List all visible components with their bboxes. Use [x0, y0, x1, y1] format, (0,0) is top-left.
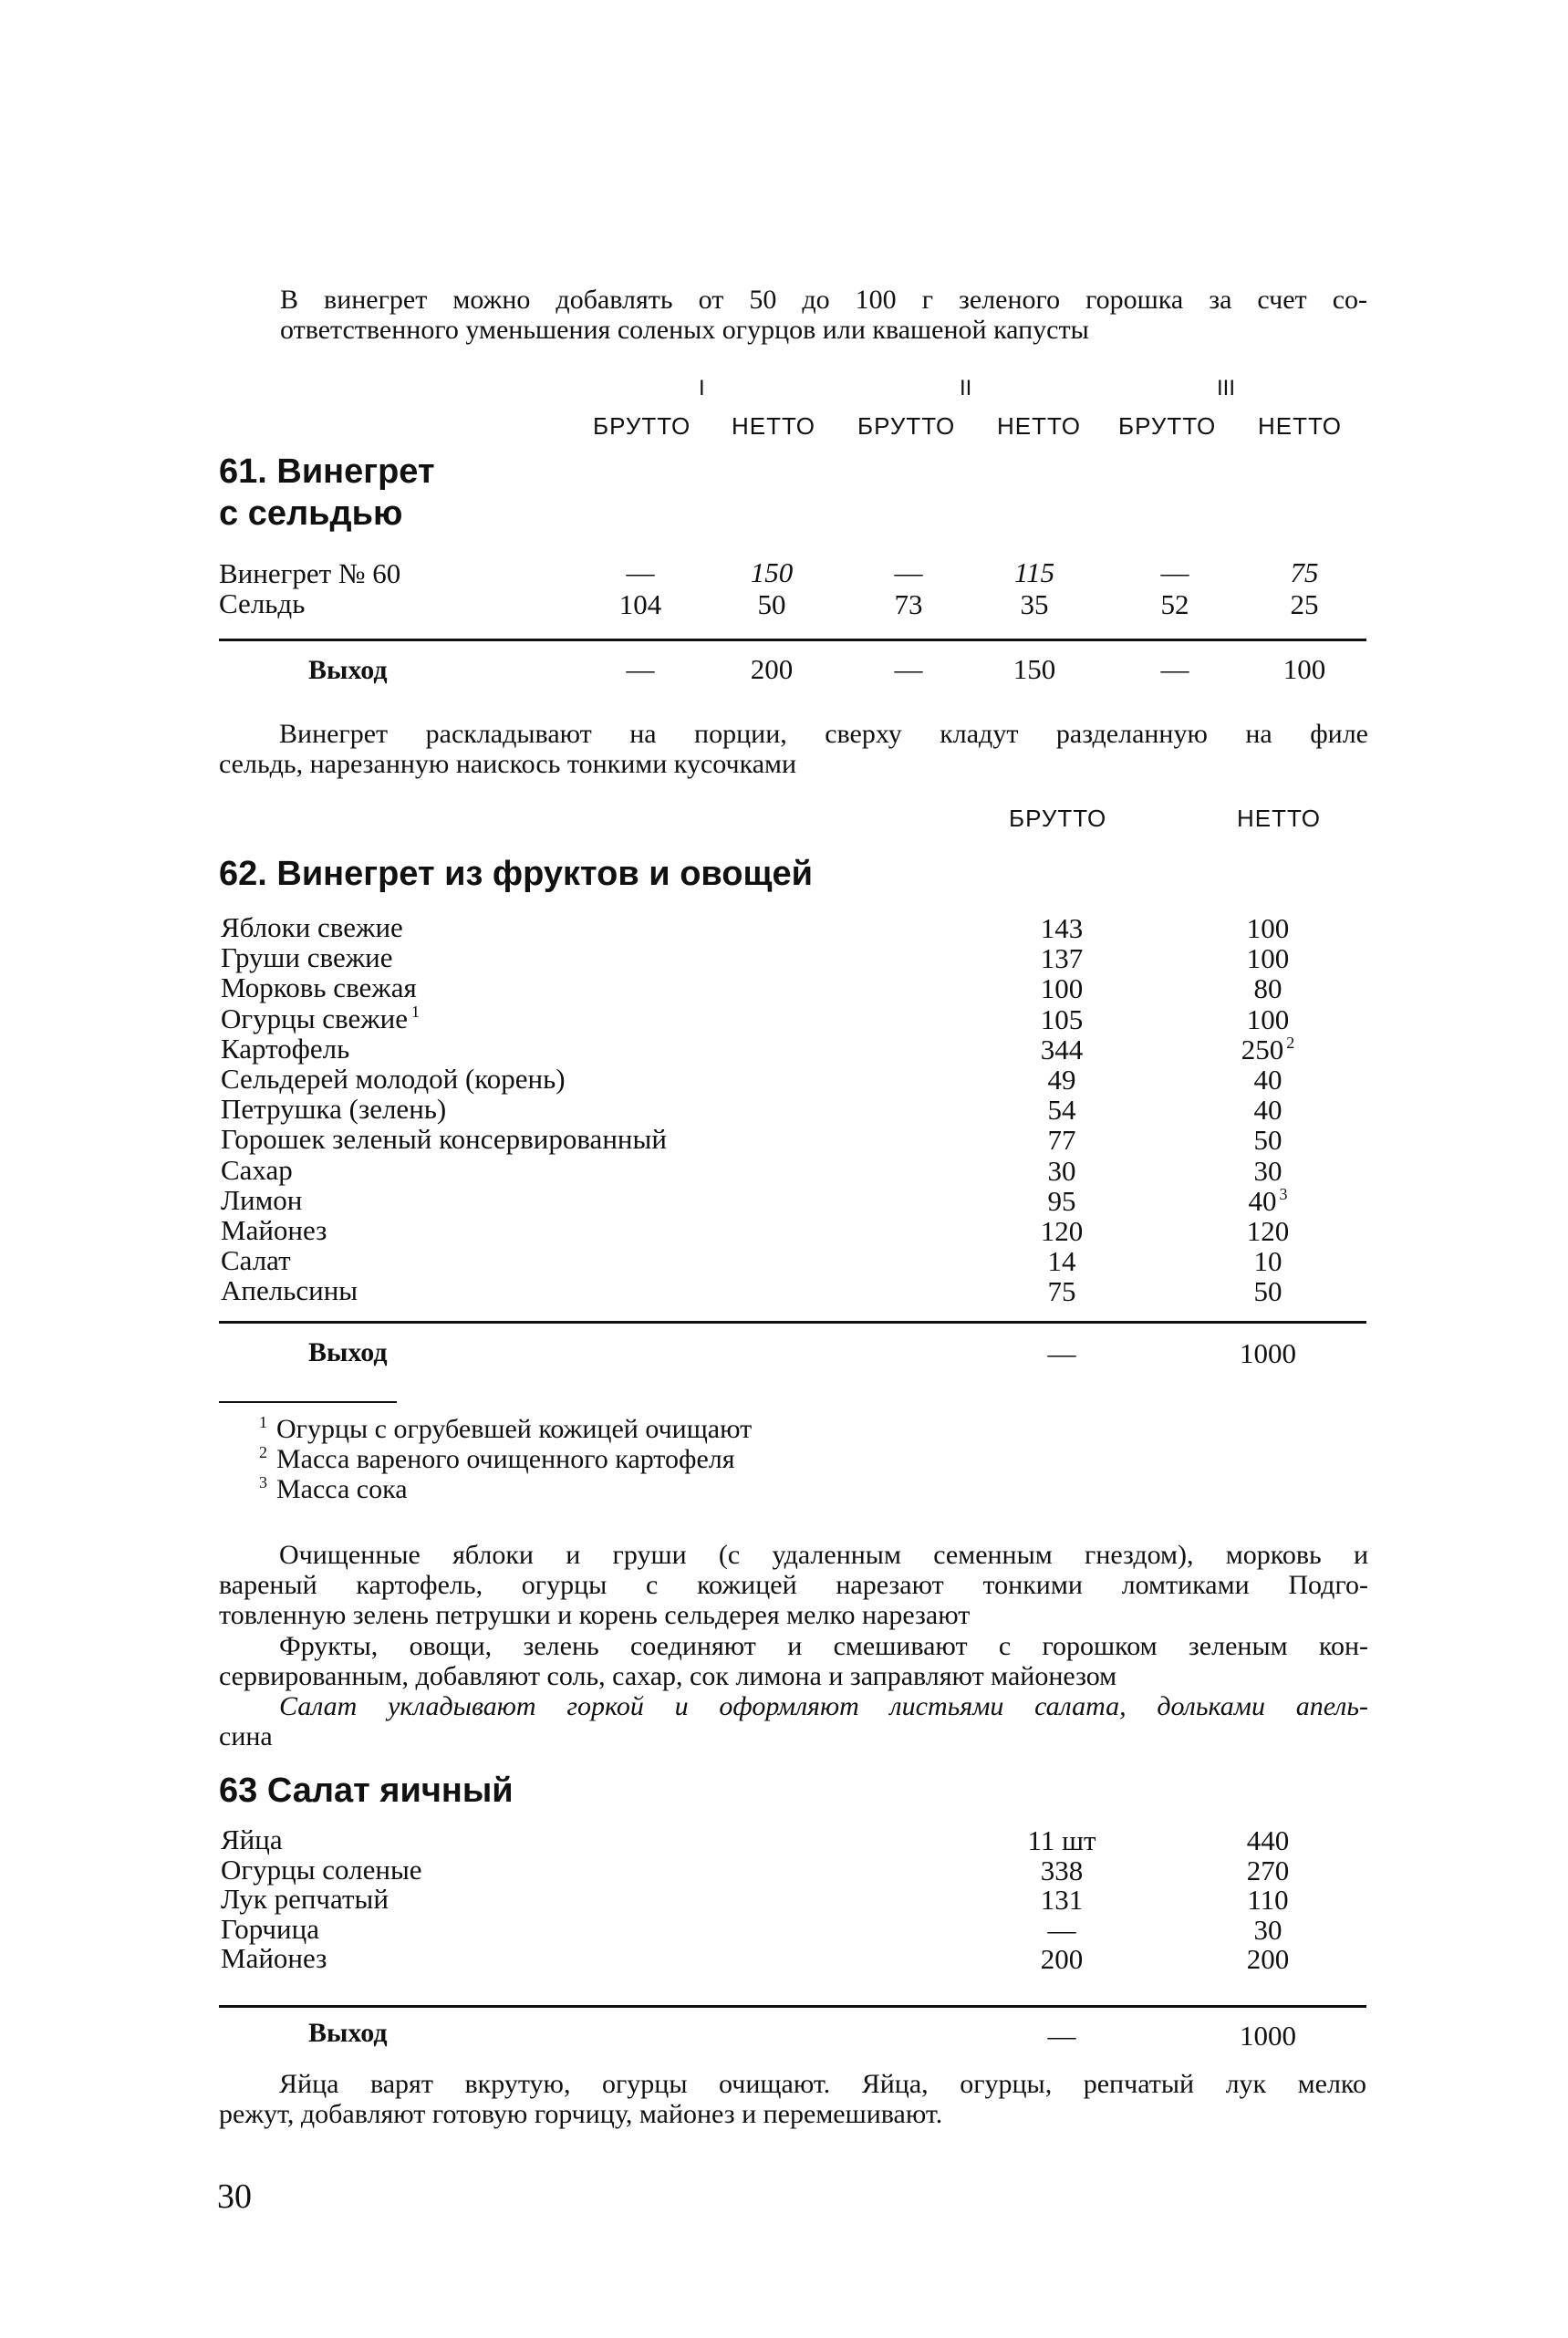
- brutto-value: 11 шт: [1027, 1824, 1096, 1856]
- col-header-brutto-2: БРУТТО: [857, 412, 956, 440]
- footnote-rule: [219, 1401, 397, 1403]
- value-cell: —: [1160, 556, 1189, 588]
- ingredient-name: Сельдерей молодой (корень): [221, 1063, 566, 1095]
- brutto-value: —: [1047, 1913, 1076, 1946]
- recipe-63-description: [219, 2069, 1366, 2129]
- brutto-value: 95: [1047, 1184, 1076, 1217]
- intro-line: В винегрет можно добавлять от 50 до 100 г зеленого горошка за счет со-: [280, 285, 1367, 315]
- netto-value: 30: [1253, 1913, 1282, 1946]
- recipe-61-description: [219, 719, 1368, 779]
- netto-value: 120: [1246, 1215, 1290, 1247]
- footnote-text: Масса вареного очищенного картофеля: [276, 1444, 735, 1474]
- value-cell: 52: [1160, 588, 1189, 620]
- ingredient-name: Сахар: [221, 1153, 293, 1186]
- footnote-text: Огурцы с огрубевшей кожицей очищают: [276, 1414, 753, 1444]
- table-rule: [219, 1321, 1366, 1324]
- brutto-value: 105: [1040, 1003, 1084, 1035]
- ingredient-name: Апельсины: [221, 1274, 358, 1307]
- value-cell: 50: [757, 588, 786, 620]
- output-value: 1000: [1240, 1337, 1296, 1369]
- col-header-brutto-1: БРУТТО: [593, 412, 691, 440]
- group-label-1: I: [699, 376, 705, 400]
- value-cell: 150: [750, 556, 794, 588]
- col-header-netto-2: НЕТТО: [997, 412, 1081, 440]
- recipe-61-title-line2: с сельдью: [219, 494, 403, 533]
- ingredient-name: Винегрет № 60: [219, 557, 401, 589]
- recipe-63-title: 63 Салат яичный: [219, 1772, 514, 1810]
- intro-line: ответственного уменьшения соленых огурцов или квашеной капусты: [280, 315, 1089, 345]
- page-number: 30: [217, 2177, 252, 2216]
- netto-value: 200: [1246, 1943, 1290, 1975]
- desc-line: сервированным, добавляют соль, сахар, сок лимона и заправляют майонезом: [219, 1661, 1117, 1691]
- col-header-netto-1: НЕТТО: [732, 412, 815, 440]
- footnote-mark: 2: [259, 1443, 267, 1461]
- brutto-value: 77: [1047, 1124, 1076, 1157]
- output-value: —: [626, 653, 655, 685]
- brutto-value: 137: [1040, 942, 1084, 975]
- footnote: [259, 1414, 752, 1444]
- ingredient-name: Петрушка (зелень): [221, 1093, 447, 1126]
- ingredient-name: Груши свежие: [221, 941, 393, 974]
- netto-value: 110: [1247, 1884, 1289, 1916]
- output-value: 100: [1282, 653, 1326, 685]
- brutto-value: 100: [1040, 972, 1084, 1005]
- ingredient-name: Горчица: [221, 1912, 319, 1945]
- value-cell: —: [894, 556, 923, 588]
- ingredient-name: Лимон: [221, 1183, 303, 1216]
- desc-line: сина: [219, 1721, 273, 1751]
- output-value: —: [1047, 1337, 1076, 1369]
- footnote-mark: 1: [259, 1413, 267, 1431]
- brutto-value: 30: [1047, 1154, 1076, 1187]
- ingredient-name: Сельдь: [219, 587, 306, 619]
- desc-line: сельдь, нарезанную наискось тонкими кусочками: [219, 749, 797, 779]
- netto-value: 50: [1253, 1124, 1282, 1157]
- netto-value: 10: [1253, 1245, 1282, 1278]
- recipe-62-description-p3: [219, 1691, 1368, 1751]
- netto-value: 100: [1246, 1003, 1290, 1035]
- value-cell: 73: [894, 588, 923, 620]
- recipe-61-title-line1: 61. Винегрет: [219, 452, 435, 491]
- value-cell: —: [626, 556, 655, 588]
- netto-value: 30: [1253, 1154, 1282, 1187]
- netto-value: 40: [1253, 1064, 1282, 1096]
- recipe-62-description-p2: [219, 1631, 1368, 1691]
- netto-value: 40: [1253, 1094, 1282, 1127]
- footnote-ref: 3: [1279, 1185, 1288, 1204]
- netto-value: 100: [1246, 912, 1290, 944]
- output-value: 200: [750, 653, 794, 685]
- ingredient-name: Морковь свежая: [221, 972, 417, 1004]
- desc-line: вареный картофель, огурцы с кожицей нарезают тонкими ломтиками Подго-: [219, 1570, 1368, 1600]
- netto-value: 250 $^2$: [1241, 1033, 1295, 1065]
- value-cell: 75: [1290, 556, 1319, 588]
- brutto-value: 338: [1040, 1854, 1084, 1886]
- intro-paragraph: [280, 285, 1367, 345]
- output-value: —: [894, 653, 923, 685]
- output-label: Выход: [308, 2018, 388, 2048]
- output-value: 1000: [1240, 2020, 1296, 2052]
- output-label: Выход: [308, 1337, 388, 1367]
- output-label: Выход: [308, 655, 388, 685]
- ingredient-name: Огурцы соленые: [221, 1853, 422, 1886]
- brutto-value: 143: [1040, 912, 1084, 944]
- footnote-ref: 1: [411, 1003, 421, 1022]
- footnote-ref: 2: [1286, 1034, 1295, 1053]
- output-value: —: [1160, 653, 1189, 685]
- desc-line: Салат укладывают горкой и оформляют листьями салата, дольками апель-: [279, 1691, 1368, 1721]
- ingredient-name: Майонез: [221, 1942, 327, 1974]
- group-label-3: III: [1217, 376, 1236, 400]
- netto-value: 270: [1246, 1854, 1290, 1886]
- recipe-62-description-p1: [219, 1540, 1368, 1630]
- group-label-2: II: [960, 376, 972, 400]
- netto-value: 80: [1253, 972, 1282, 1005]
- netto-value: 50: [1253, 1275, 1282, 1308]
- value-cell: 25: [1290, 588, 1319, 620]
- footnote: [259, 1474, 408, 1504]
- value-cell: 35: [1020, 588, 1049, 620]
- ingredient-name: Майонез: [221, 1214, 327, 1246]
- brutto-value: 344: [1040, 1033, 1084, 1065]
- table-rule: [219, 2005, 1366, 2008]
- desc-line: режут, добавляют готовую горчицу, майонез и перемешивают.: [219, 2099, 943, 2129]
- netto-value: 100: [1246, 942, 1290, 975]
- ingredient-name: Яйца: [221, 1824, 283, 1855]
- desc-line: Фрукты, овощи, зелень соединяют и смешивают с горошком зеленым кон-: [279, 1631, 1368, 1661]
- ingredient-name: Яблоки свежие: [221, 911, 403, 943]
- ingredient-name: Огурцы свежие $^1$: [221, 1002, 421, 1034]
- col-header-netto: НЕТТО: [1237, 805, 1321, 832]
- col-header-netto-3: НЕТТО: [1258, 412, 1342, 440]
- value-cell: 104: [618, 588, 662, 620]
- footnote-mark: 3: [259, 1473, 267, 1491]
- value-cell: 115: [1013, 556, 1055, 588]
- output-value: 150: [1012, 653, 1056, 685]
- brutto-value: 200: [1040, 1943, 1084, 1975]
- col-header-brutto: БРУТТО: [1009, 805, 1107, 832]
- recipe-62-title: 62. Винегрет из фруктов и овощей: [219, 855, 814, 893]
- footnote-text: Масса сока: [276, 1474, 408, 1504]
- netto-value: 40 $^3$: [1248, 1184, 1288, 1217]
- netto-value: 440: [1246, 1824, 1290, 1856]
- desc-line: Яйца варят вкрутую, огурцы очищают. Яйца, огурцы, репчатый лук мелко: [279, 2069, 1366, 2099]
- col-header-brutto-3: БРУТТО: [1118, 412, 1217, 440]
- ingredient-name: Горошек зеленый консервированный: [221, 1123, 667, 1156]
- desc-line: товленную зелень петрушки и корень сельдерея мелко нарезают: [219, 1600, 971, 1630]
- brutto-value: 49: [1047, 1064, 1076, 1096]
- ingredient-name: Салат: [221, 1244, 291, 1277]
- brutto-value: 14: [1047, 1245, 1076, 1278]
- brutto-value: 120: [1040, 1215, 1084, 1247]
- brutto-value: 131: [1040, 1884, 1084, 1916]
- ingredient-name: Картофель: [221, 1032, 350, 1065]
- brutto-value: 75: [1047, 1275, 1076, 1308]
- table-rule: [219, 639, 1366, 641]
- desc-line: Винегрет раскладывают на порции, сверху кладут разделанную на филе: [279, 719, 1368, 749]
- brutto-value: 54: [1047, 1094, 1076, 1127]
- desc-line: Очищенные яблоки и груши (с удаленным семенным гнездом), морковь и: [279, 1540, 1368, 1570]
- footnote: [259, 1444, 735, 1474]
- ingredient-name: Лук репчатый: [221, 1883, 389, 1915]
- output-value: —: [1047, 2020, 1076, 2052]
